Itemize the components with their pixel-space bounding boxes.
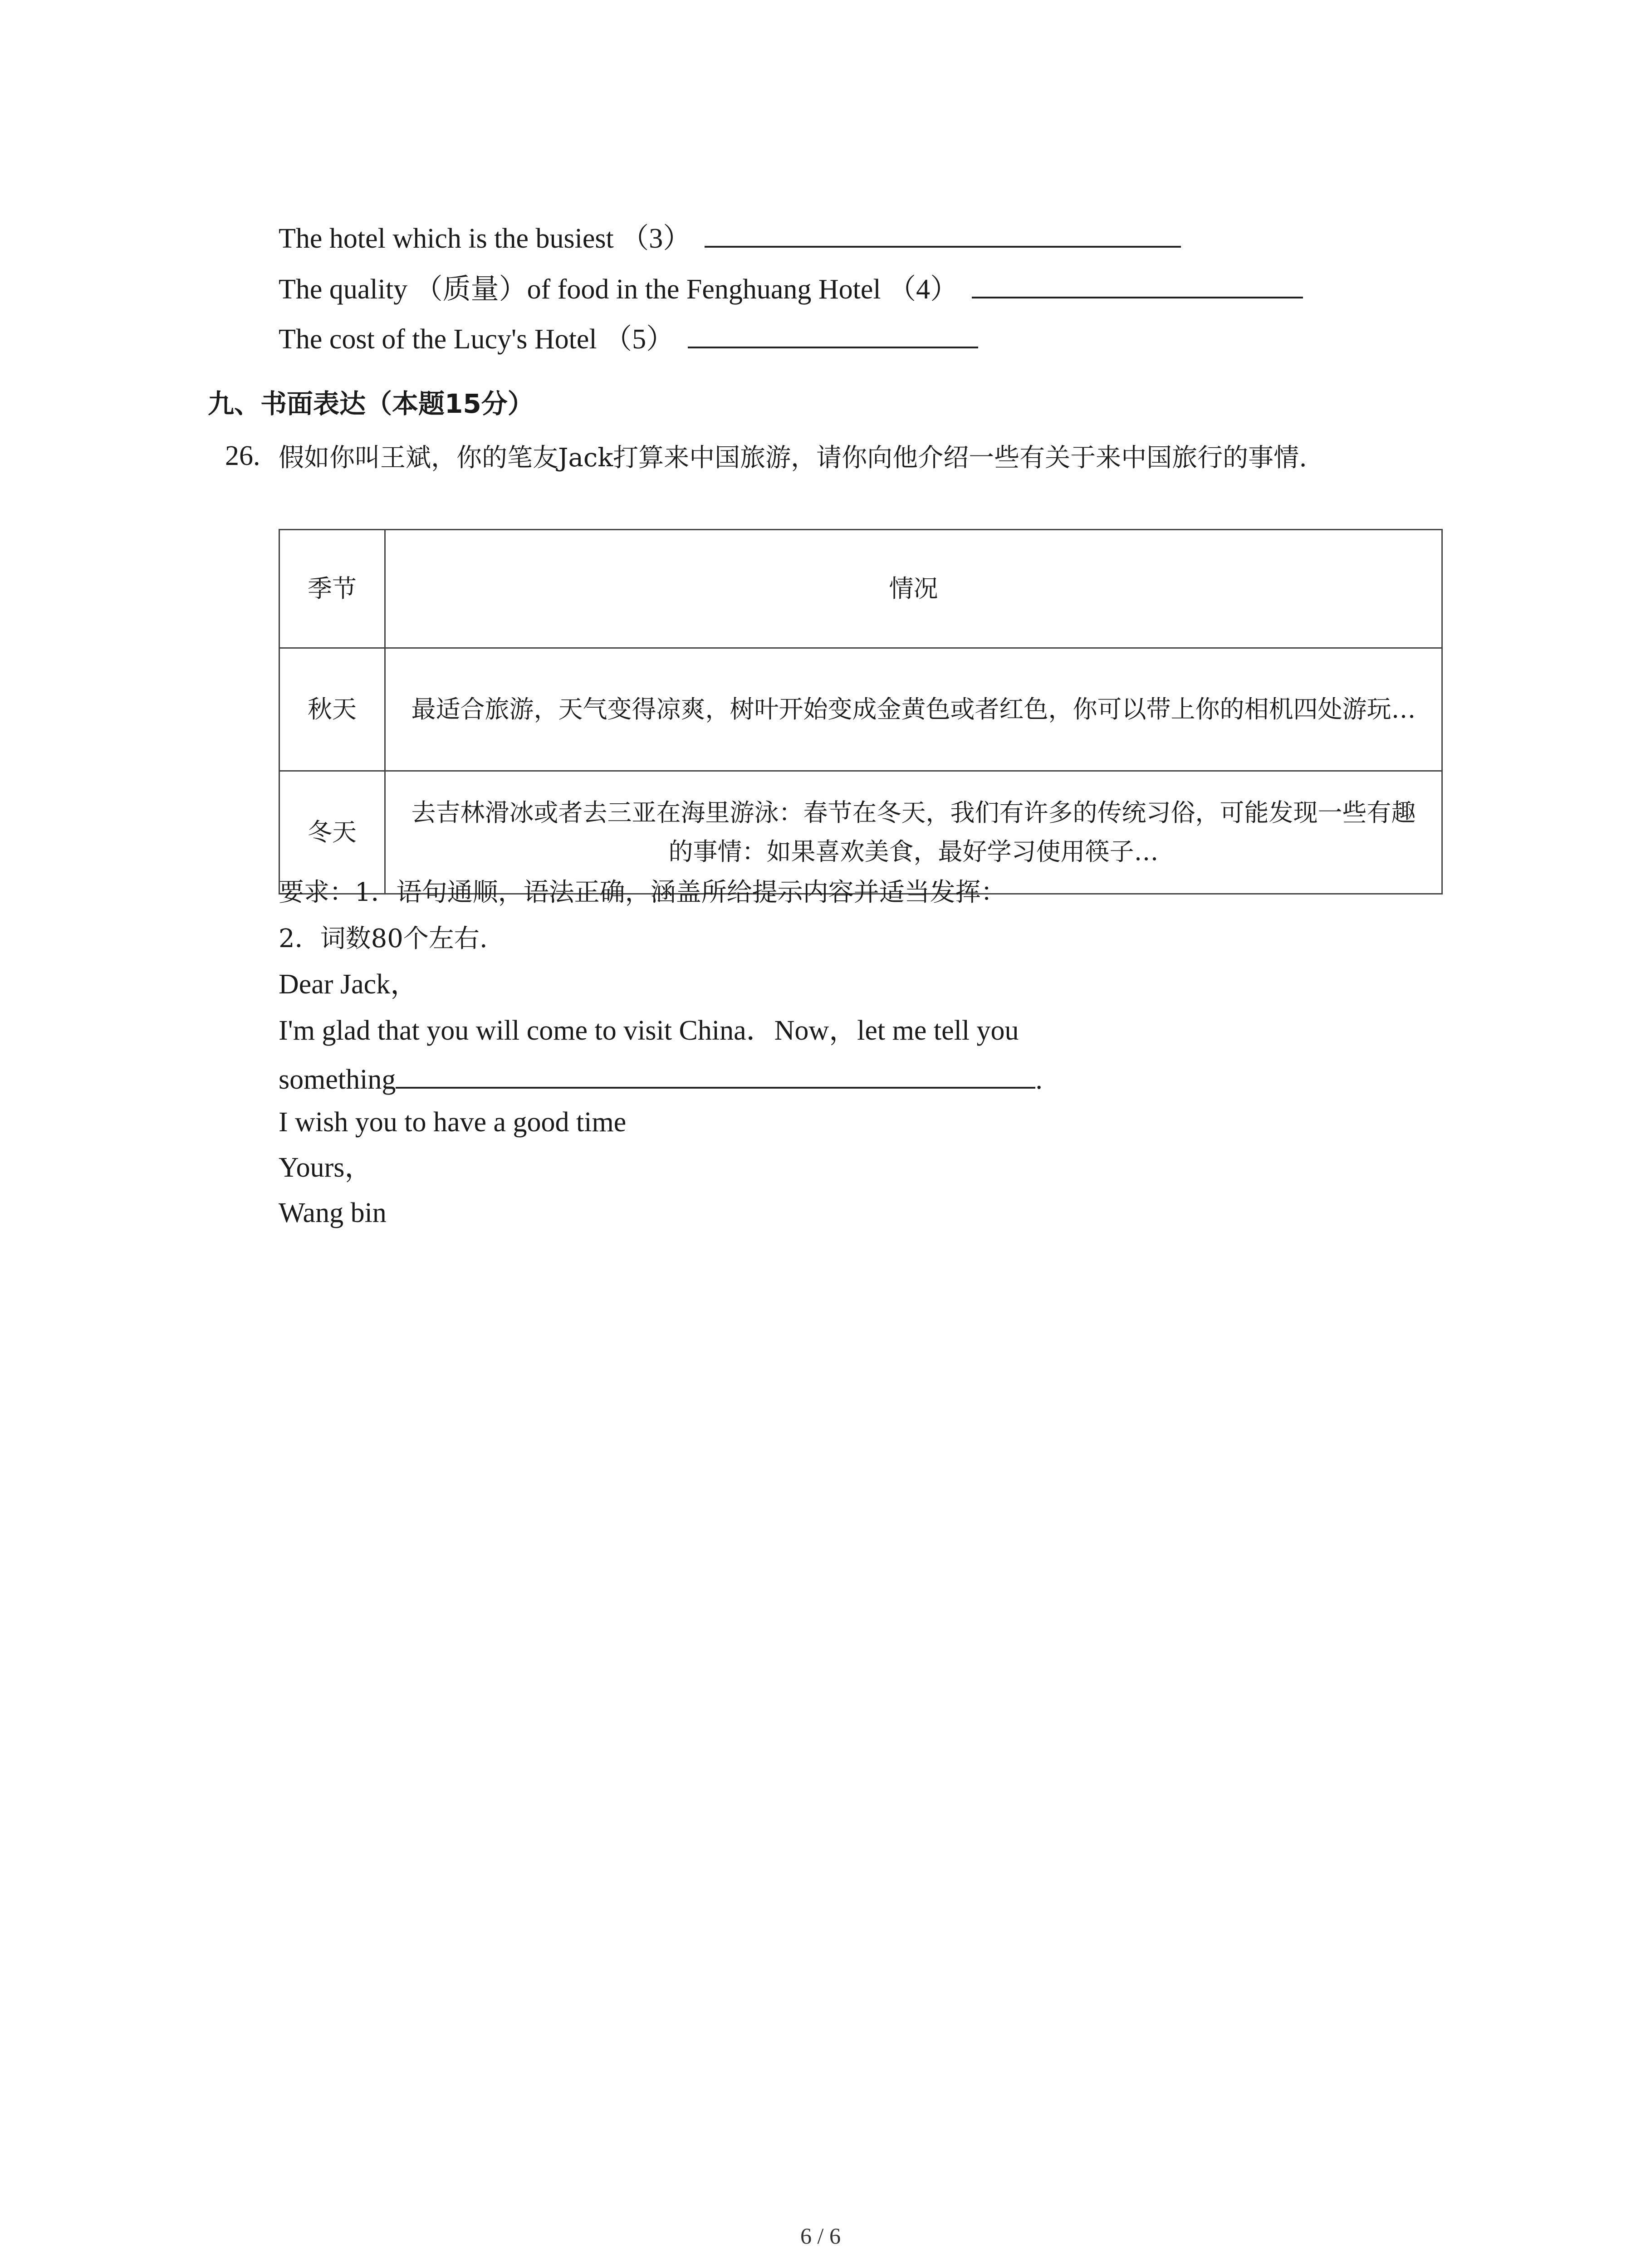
table-row — [279, 648, 1442, 771]
letter-line-2 — [279, 1059, 1043, 1098]
season-info-table — [279, 529, 1443, 894]
requirement-1: 要求：1．语句通顺，语法正确，涵盖所给提示内容并适当发挥： — [279, 878, 1006, 907]
letter-signature: Wang bin — [279, 1198, 387, 1228]
fill-line-4 — [279, 269, 1303, 308]
answer-blank-3[interactable] — [705, 218, 1181, 248]
requirement-2: 2．词数80个左右. — [279, 924, 488, 953]
fill-line-4-text: The quality （质量）of food in the Fenghuang Hotel （4） — [279, 274, 959, 305]
question-text: 假如你叫王斌，你的笔友Jack打算来中国旅游，请你向他介绍一些有关于来中国旅行的事情. — [279, 443, 1307, 473]
row-desc: 最适合旅游，天气变得凉爽，树叶开始变成金黄色或者红色，你可以带上你的相机四处游玩… — [385, 648, 1442, 771]
answer-blank-4[interactable] — [972, 269, 1303, 298]
fill-line-5 — [279, 318, 978, 357]
letter-closing: Yours， — [279, 1152, 373, 1183]
fill-line-5-text: The cost of the Lucy's Hotel （5） — [279, 324, 675, 355]
header-desc: 情况 — [385, 530, 1442, 648]
fill-line-3-text: The hotel which is the busiest （3） — [279, 223, 691, 254]
letter-line-1: I'm glad that you will come to visit China．Now，let me tell you — [279, 1015, 1019, 1046]
letter-answer-blank[interactable] — [396, 1059, 1035, 1089]
page-number: 6 / 6 — [800, 2223, 841, 2248]
fill-line-3 — [279, 218, 1181, 257]
row-season: 冬天 — [279, 771, 385, 894]
row-season: 秋天 — [279, 648, 385, 771]
letter-line-2-end: . — [1035, 1064, 1043, 1095]
row-desc: 去吉林滑冰或者去三亚在海里游泳：春节在冬天，我们有许多的传统习俗，可能发现一些有趣的事情：如果喜欢美食，最好学习使用筷子… — [385, 771, 1442, 894]
answer-blank-5[interactable] — [688, 318, 978, 348]
section-heading: 九、书面表达（本题15分） — [208, 388, 534, 419]
table-header-row — [279, 530, 1442, 648]
letter-wish: I wish you to have a good time — [279, 1107, 627, 1138]
question-number: 26. — [225, 440, 260, 471]
letter-line-2-start: something — [279, 1064, 396, 1095]
letter-greeting: Dear Jack， — [279, 969, 419, 1000]
header-season: 季节 — [279, 530, 385, 648]
